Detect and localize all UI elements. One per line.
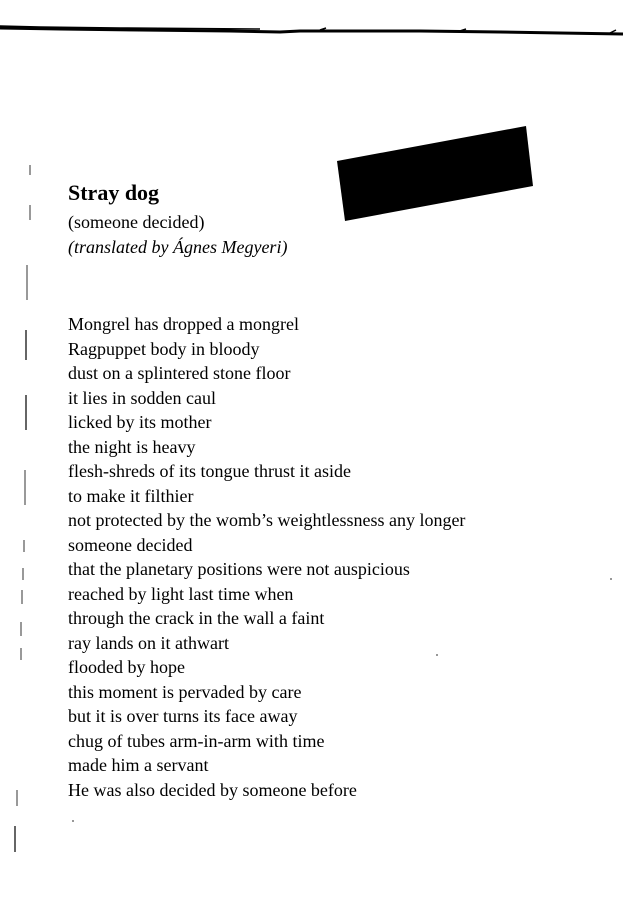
poem-line: dust on a splintered stone floor (68, 363, 291, 383)
poem-line: reached by light last time when (68, 583, 294, 604)
poem-line: Ragpuppet body in bloody (68, 338, 260, 359)
poem-line: this moment is pervaded by care (68, 681, 302, 702)
poem-line: He was also decided by someone before (68, 779, 357, 800)
poem-line: that the planetary positions were not auspicious (68, 559, 410, 579)
poem-line: chug of tubes arm-in-arm with time (68, 730, 325, 751)
poem-line: someone decided (68, 534, 193, 555)
poem-subtitle: (someone decided) (68, 212, 205, 232)
scan-speck (610, 578, 612, 580)
poem-title: Stray dog (68, 180, 160, 205)
top-border-line (0, 22, 623, 36)
poem-line: licked by its mother (68, 412, 212, 432)
poem-body (68, 312, 465, 802)
poem-line: it lies in sodden caul (68, 387, 216, 408)
poem-line: the night is heavy (68, 436, 196, 457)
scan-margin-marks (0, 0, 40, 910)
redaction-block (337, 126, 533, 221)
scan-speck (72, 820, 74, 822)
poem-line: through the crack in the wall a faint (68, 608, 325, 628)
poem-line: made him a servant (68, 755, 209, 775)
poem-line: to make it filthier (68, 485, 194, 506)
poem-line: flesh-shreds of its tongue thrust it aside (68, 461, 351, 481)
poem-line: Mongrel has dropped a mongrel (68, 314, 299, 334)
scan-speck (436, 654, 438, 656)
poem-line: ray lands on it athwart (68, 632, 229, 653)
poem-line: but it is over turns its face away (68, 706, 298, 726)
poem-line: not protected by the womb’s weightlessness any longer (68, 510, 466, 530)
poem-line: flooded by hope (68, 657, 185, 677)
translator-credit: (translated by Ágnes Megyeri) (68, 237, 288, 257)
